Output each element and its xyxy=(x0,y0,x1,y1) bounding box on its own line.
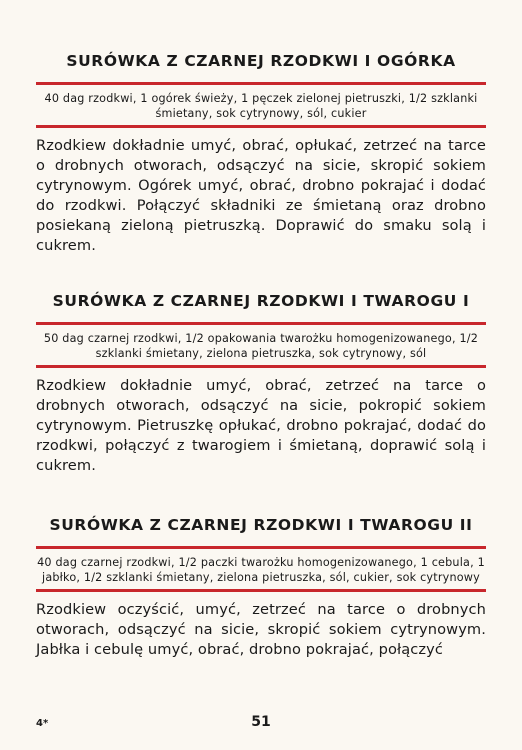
recipe-method: Rzodkiew dokładnie umyć, obrać, opłukać, zetrzeć na tarce o drobnych otworach, odsączyć na sicie, skropić sokiem cytrynowym. Ogórek umyć, obrać, drobno pokrajać i dodać do rzodkwi. Połączyć składniki ze śmietaną oraz drobno posiekaną zieloną pietruszką. Doprawić do smaku solą i cukrem. xyxy=(36,137,486,254)
ingredients-list: 50 dag czarnej rzodkwi, 1/2 opakowania twarożku homogenizowanego, 1/2 szklanki śmietany, zielona pietruszka, sok cytrynowy, sól xyxy=(43,332,479,360)
recipe-radish-cheese-1 xyxy=(36,292,486,476)
ingredients-list: 40 dag czarnej rzodkwi, 1/2 paczki twarożku homogenizowanego, 1 cebula, 1 jabłko, 1/2 szklanki śmietany, zielona pietruszka, sól, cukier, sok cytrynowy xyxy=(37,556,485,584)
recipe-method: Rzodkiew oczyścić, umyć, zetrzeć na tarce o drobnych otworach, odsączyć na sicie, skropić sokiem cytrynowym. Jabłka i cebulę umyć, obrać, drobno pokrajać, połączyć xyxy=(36,601,486,658)
signature-mark: 4* xyxy=(36,718,49,729)
page-number: 51 xyxy=(251,714,271,730)
recipe-title: SURÓWKA Z CZARNEJ RZODKWI I TWAROGU I xyxy=(52,292,470,310)
ingredients-list: 40 dag rzodkwi, 1 ogórek świeży, 1 pęczek zielonej pietruszki, 1/2 szklanki śmietany, sok cytrynowy, sól, cukier xyxy=(44,92,478,120)
red-rule xyxy=(36,365,486,368)
red-rule xyxy=(36,125,486,128)
recipe-title: SURÓWKA Z CZARNEJ RZODKWI I TWAROGU II xyxy=(49,516,473,534)
recipe-radish-cucumber xyxy=(36,52,486,256)
recipe-title: SURÓWKA Z CZARNEJ RZODKWI I OGÓRKA xyxy=(66,52,456,70)
recipe-method: Rzodkiew dokładnie umyć, obrać, zetrzeć na tarce o drobnych otworach, odsączyć na sicie, pokropić sokiem cytrynowym. Pietruszkę opłukać, drobno pokrajać, dodać do rzodkwi, połączyć z twarogiem i śmietaną, doprawić solą i cukrem. xyxy=(36,377,486,474)
red-rule xyxy=(36,589,486,592)
recipe-radish-cheese-2 xyxy=(36,516,486,660)
